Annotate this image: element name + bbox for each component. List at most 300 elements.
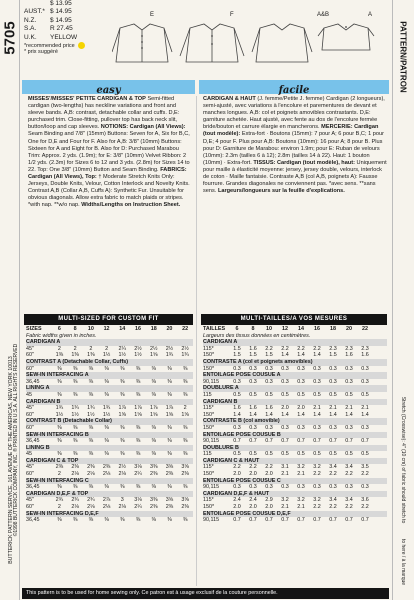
yardage-cell: 2.3 [361, 345, 369, 352]
yardage-cell: ⅜ [72, 484, 78, 491]
yardage-cell: 0.7 [329, 517, 337, 524]
yardage-cell: 3.1 [281, 464, 289, 471]
yardage-cell: ⅜ [104, 517, 109, 524]
yardage-cell: ⅜ [88, 365, 94, 372]
yardage-cell: 0.3 [345, 365, 353, 372]
yardage-cell: 0.3 [265, 424, 273, 431]
section-label: CARDIGAN B [26, 398, 61, 405]
fabric-width-label: 36,45 [26, 378, 40, 385]
yardage-cell: 2½ [165, 345, 174, 352]
yardage-cell: 2¾ [71, 497, 79, 504]
price-row: S.A. R 27.45 [24, 25, 73, 33]
yardage-cell: 3.4 [329, 497, 337, 504]
yardage-cell: 2.1 [297, 504, 305, 511]
yardage-cell: 2⅜ [165, 504, 174, 511]
yardage-cell: 2.1 [297, 471, 305, 478]
size-header-cell: 20 [346, 326, 352, 332]
yardage-cell: 2⅜ [149, 471, 158, 478]
table-section-row [203, 418, 387, 425]
size-header-cell: 10 [87, 326, 94, 332]
table-section-row [26, 432, 193, 439]
price-row: $ 13.95 [50, 0, 72, 7]
yardage-cell: ⅜ [104, 365, 109, 372]
yardage-cell: 0.7 [233, 438, 241, 445]
yardage-cell: 2⅜ [165, 471, 174, 478]
chart-heading-french: MULTI-TAILLES/A VOS MESURES [201, 314, 387, 325]
table-section-row [26, 372, 193, 379]
yardage-cell: 0.3 [345, 484, 353, 491]
table-section-row [26, 339, 193, 346]
right-side-strip [392, 0, 414, 600]
copyright-notice: ©1998 BUTTERICK COMPANY, INC. ® PRINTED IN U.S.A. ALL RIGHTS RESERVED [13, 343, 19, 537]
table-section-row [203, 491, 387, 498]
table-section-row [203, 372, 387, 379]
unit-note [26, 333, 193, 340]
yardage-table-french [203, 326, 387, 524]
yardage-cell: 1½ [102, 411, 111, 418]
fabric-width-label: 150* [203, 352, 215, 359]
fabric-width-label: 45" [26, 464, 34, 471]
yardage-cell: ⅜ [88, 424, 94, 431]
yardage-cell: ⅜ [88, 378, 94, 385]
size-header-cell: 8 [251, 326, 255, 332]
desc-heading: CARDIGAN & HAUT (J. femme/Petite J. femme) [203, 96, 325, 102]
desc-widths: Largeurs/longueurs sur la feuille d'explications. [217, 188, 345, 195]
section-label: CARDIGAN C & TOP [26, 457, 79, 464]
yardage-cell: 0.7 [265, 517, 273, 524]
table-row [26, 484, 193, 491]
yardage-cell: 2.0 [265, 471, 273, 478]
desc-fabrics: TISSUS: Cardigan (tout modèle), haut: Uniquement pour maille à élasticité moyenne: jersey, jersey double, velours, interlock de coton · Maille fantaisie. Contraste A,B (col A,B, poignets A): Fausse fourrure. Grandes diagonales ne conviennent pas. *avec sens. **sans sens. [203, 159, 387, 195]
yardage-cell: ⅜ [167, 484, 172, 491]
yardage-cell: 2.2 [265, 464, 273, 471]
table-row [26, 504, 193, 511]
table-row [203, 405, 387, 412]
fabric-width-label: 36,45 [26, 438, 40, 445]
yardage-cell: ⅜ [167, 424, 172, 431]
table-row [203, 438, 387, 445]
yardage-cell: 2.9 [265, 497, 273, 504]
yardage-cell: 2⅛ [71, 504, 79, 511]
yardage-cell: 0.7 [345, 438, 353, 445]
yardage-cell: 2¼ [134, 504, 142, 511]
yardage-cell: 1⅞ [118, 405, 127, 412]
column-divider [196, 96, 197, 586]
yardage-cell: 0.3 [265, 365, 273, 372]
yardage-cell: 2⅛ [102, 471, 111, 478]
fabric-width-label: 150* [203, 504, 215, 511]
table-row [203, 504, 387, 511]
yardage-cell: ⅜ [72, 365, 78, 372]
fabric-width-label: 45" [26, 405, 34, 412]
size-header-cell: 16 [135, 326, 141, 332]
yardage-cell: 2.2 [329, 471, 337, 478]
yardage-cell: ⅜ [88, 451, 94, 458]
yardage-cell: ⅜ [57, 438, 62, 445]
yardage-cell: 2½ [134, 345, 142, 352]
table-row [203, 346, 387, 353]
yardage-cell: 2⅞ [102, 497, 111, 504]
fabric-width-label: 90,115 [203, 517, 220, 524]
yardage-cell: 0.3 [345, 424, 353, 431]
desc-body: Cardigan (2 longueurs), semi-ajusté, avec variations à l'encolure et parementures de devant et manches longues. A,B: col et poignets amovibles contrastants. D,E: garniture achetée. Haut ajusté, avec fente au dos de l'encolure fermée bride/bouton et carrure élargie en mancherons. [203, 96, 385, 131]
yardage-cell: 0.5 [233, 391, 241, 398]
yardage-cell: 2¾ [87, 497, 95, 504]
yardage-cell: ⅜ [104, 451, 109, 458]
yardage-cell: 2.2 [361, 504, 369, 511]
stretch-gauge-mark: to here / à la marque [400, 538, 406, 586]
yardage-cell: 0.3 [329, 365, 337, 372]
yardage-cell: 3.2 [297, 497, 305, 504]
yardage-cell: 1½ [55, 411, 64, 418]
yardage-cell: 1⅞ [165, 405, 174, 412]
yardage-cell: 0.5 [345, 391, 353, 398]
yardage-cell: 2½ [149, 345, 158, 352]
size-header-label: TAILLES [203, 326, 226, 332]
yardage-cell: 3.5 [361, 464, 369, 471]
section-label: CONTRAST B (Detachable Collar) [26, 418, 112, 425]
footer-notice: This pattern is to be used for home sewing only. Ce patron est à usage exclusif de la couture personnelle. [22, 588, 389, 599]
size-header-cell: 20 [166, 326, 173, 332]
yardage-cell: 2.0 [249, 471, 257, 478]
yardage-cell: 2⅜ [55, 464, 64, 471]
table-row [203, 352, 387, 359]
yardage-cell: ⅜ [135, 451, 141, 458]
yardage-cell: 2.2 [313, 345, 321, 352]
yardage-cell: 3⅛ [134, 464, 142, 471]
yardage-cell: ⅜ [182, 451, 188, 458]
yardage-cell: 1.5 [329, 352, 337, 359]
yardage-cell: 2½ [181, 345, 189, 352]
price-row: AUST.* $ 14.95 [24, 8, 72, 16]
yardage-cell: 3.2 [297, 464, 305, 471]
yardage-cell: 2.0 [249, 504, 257, 511]
table-row [26, 471, 193, 478]
yardage-cell: 1⅝ [149, 352, 158, 359]
yardage-cell: 1.4 [297, 411, 305, 418]
yardage-cell: 2.2 [313, 504, 321, 511]
yardage-cell: 1½ [102, 352, 111, 359]
yardage-cell: ⅜ [135, 484, 141, 491]
yardage-cell: 2⅜ [149, 504, 158, 511]
facile-banner: facile [199, 80, 389, 94]
fabric-width-label: 115* [203, 405, 214, 412]
section-label: ENTOILAGE POSE COUSUE A [203, 372, 281, 379]
yardage-cell: 2 [105, 345, 109, 352]
size-header-cell: 12 [103, 326, 110, 332]
yardage-cell: ⅜ [151, 424, 156, 431]
table-section-row [203, 399, 387, 406]
yardage-cell: 1.4 [329, 411, 337, 418]
desc-body: Semi-fitted cardigan (two-lengths) has neckline variations and front and sleeve bands. A,B: contrast, detachable collar and cuffs. D,E: purchased trim. Close-fitting, pullover top has back neck slit, button/loop and cap sleeves. [28, 96, 180, 131]
yardage-cell: ⅜ [120, 451, 125, 458]
yardage-cell: 0.3 [313, 378, 321, 385]
yardage-cell: ⅜ [72, 424, 78, 431]
table-row [203, 412, 387, 419]
yardage-cell: 1¾ [165, 352, 174, 359]
desc-fabrics: FABRICS: Cardigan (All Views), Top: † Moderate Stretch Knits Only: Jerseys, Double Knits, Velour, Cotton Interlock and Novelty Knits. Contrast A,B (Collar A,B, Cuffs A): Synthetic Fur. Unsuitable for obvious diagonals. Allow extra fabric to match plaids or stripes. *with nap. **w/o nap. [28, 166, 190, 209]
yardage-cell: 3.4 [345, 497, 353, 504]
yardage-cell: 0.3 [297, 365, 305, 372]
yardage-cell: ⅜ [151, 391, 156, 398]
fabric-width-label: 115* [203, 345, 214, 352]
section-label: ENTOILAGE POSE COUSUE C [203, 477, 281, 484]
yardage-cell: ⅜ [135, 391, 141, 398]
yardage-cell: 0.7 [297, 517, 305, 524]
table-row [26, 405, 193, 412]
yardage-cell: 1⅝ [165, 411, 174, 418]
table-row [26, 352, 193, 359]
desc-notions: MERCERIE: Cardigan (tout modèle): Extra-fort · Boutons (15mm): 7 pour A; 6 pour B,C; 1 pour D,E; 4 pour F. Plus pour A,B: Boutons (10mm): 16 pour A; 8 pour B. Plus pour D: Garniture de Marabou: environ 1.9m; pour E: Ruban de velours (10mm): 2.3m (tailles 6 à 12); 2.8m (tailles 14 à 22). Haut: 1 bouton (10mm) · Extra-fort. [203, 124, 384, 166]
yardage-cell: ⅜ [120, 424, 125, 431]
yardage-cell: 0.3 [233, 424, 241, 431]
yardage-cell: 0.3 [281, 424, 289, 431]
yardage-cell: 2⅛ [118, 504, 127, 511]
table-row [203, 392, 387, 399]
yardage-cell: 2.3 [345, 345, 353, 352]
yardage-cell: 1.4 [313, 352, 321, 359]
yardage-cell: 2¾ [55, 497, 64, 504]
table-row [203, 451, 387, 458]
table-section-row [26, 418, 193, 425]
yardage-cell: ⅜ [182, 438, 188, 445]
garment-sketches-icon [112, 22, 384, 70]
yardage-cell: 0.3 [233, 484, 241, 491]
yardage-cell: 1⅞ [134, 405, 142, 412]
table-row [203, 517, 387, 524]
yardage-cell: 3.2 [313, 497, 321, 504]
yardage-cell: 1.4 [297, 352, 305, 359]
yardage-cell: ⅜ [167, 451, 172, 458]
description-english [28, 96, 191, 210]
yardage-cell: 2.2 [345, 471, 353, 478]
easy-banner: easy [22, 80, 195, 94]
yardage-cell: 1.5 [233, 352, 241, 359]
yardage-cell: 0.3 [361, 424, 369, 431]
yardage-cell: ⅜ [57, 378, 62, 385]
table-section-row [26, 491, 193, 498]
size-header-cell: 6 [57, 326, 61, 332]
yardage-cell: 0.7 [313, 438, 321, 445]
yardage-cell: ⅜ [88, 438, 94, 445]
yardage-cell: 2.2 [265, 345, 273, 352]
pattern-number: 5705 [1, 21, 19, 55]
yardage-cell: 0.7 [329, 438, 337, 445]
yardage-cell: 0.5 [265, 451, 273, 458]
fabric-width-label: 115* [203, 464, 214, 471]
section-label: ENTOILAGE POSE COUSUE D,E,F [203, 510, 291, 517]
price-note: * prix suggéré [24, 49, 58, 56]
yardage-cell: 2.3 [329, 345, 337, 352]
yardage-cell: ⅜ [167, 378, 172, 385]
fabric-width-label: 36,45 [26, 517, 40, 524]
yardage-cell: 2⅜ [181, 471, 189, 478]
yardage-cell: ⅜ [151, 484, 156, 491]
table-row [26, 497, 193, 504]
yardage-cell: ⅜ [57, 451, 62, 458]
size-header-label: SIZES [26, 326, 42, 332]
yardage-cell: 2.2 [345, 504, 353, 511]
yardage-cell: 0.3 [249, 365, 257, 372]
yardage-cell: 2.0 [233, 471, 241, 478]
table-row [203, 379, 387, 386]
yardage-cell: ⅜ [120, 517, 125, 524]
yardage-cell: 0.7 [361, 517, 369, 524]
table-row [26, 412, 193, 419]
yardage-cell: ⅜ [57, 517, 62, 524]
yardage-cell: ⅜ [182, 424, 188, 431]
yardage-cell: 3⅛ [134, 497, 142, 504]
section-label: SEW-IN INTERFACING A [26, 372, 89, 379]
yardage-cell: 1¾ [87, 405, 95, 412]
yardage-cell: 0.3 [233, 378, 241, 385]
yardage-cell: 2.4 [249, 497, 257, 504]
yardage-cell: ⅜ [151, 438, 156, 445]
yardage-cell: ⅜ [104, 424, 109, 431]
yardage-cell: 2⅛ [71, 471, 79, 478]
size-header-row [26, 326, 193, 333]
yardage-cell: 1¾ [71, 405, 79, 412]
yardage-cell: 2.2 [313, 471, 321, 478]
yardage-cell: 1.4 [313, 411, 321, 418]
size-header-cell: 6 [235, 326, 239, 332]
fabric-width-label: 60" [26, 504, 34, 511]
yardage-cell: ⅜ [135, 424, 141, 431]
size-header-cell: 14 [298, 326, 304, 332]
yardage-cell: 1.6 [249, 345, 257, 352]
yardage-cell: 2.1 [345, 405, 353, 412]
yardage-cell: ⅜ [182, 365, 188, 372]
table-section-row [26, 458, 193, 465]
yardage-cell: ⅜ [151, 378, 156, 385]
yardage-cell: 1.5 [233, 345, 241, 352]
table-section-row [203, 458, 387, 465]
yardage-cell: 1⅝ [149, 411, 158, 418]
fabric-width-label: 150* [203, 365, 215, 372]
yardage-cell: 2½ [118, 464, 127, 471]
desc-heading: MISSES'/MISSES' PETITE CARDIGAN & TOP [28, 96, 146, 102]
section-label: DOUBLURE A [203, 385, 239, 392]
fabric-width-label: 150* [203, 424, 215, 431]
yardage-cell: ⅜ [151, 517, 156, 524]
yellow-dot-icon [78, 42, 85, 49]
yardage-cell: 0.3 [297, 484, 305, 491]
yardage-cell: 3⅝ [181, 464, 189, 471]
yardage-cell: 2 [183, 405, 187, 412]
yardage-cell: 0.7 [313, 517, 321, 524]
yardage-cell: ⅜ [167, 391, 172, 398]
chart-heading-english: MULTI-SIZED FOR CUSTOM FIT [24, 314, 193, 325]
yardage-cell: 1.6 [345, 352, 353, 359]
yardage-cell: ⅜ [167, 517, 172, 524]
yardage-cell: 1⅜ [55, 352, 64, 359]
yardage-cell: 0.5 [361, 451, 369, 458]
pattern-label: PATTERN/PATRON [398, 21, 408, 93]
yardage-cell: 1.4 [233, 411, 241, 418]
yardage-cell: 1.5 [249, 352, 257, 359]
yardage-cell: 1.4 [265, 411, 273, 418]
yardage-cell: ⅜ [57, 365, 62, 372]
yardage-cell: ⅜ [120, 484, 125, 491]
yardage-cell: ⅜ [182, 517, 188, 524]
yardage-cell: 2 [57, 504, 61, 511]
size-header-row [203, 326, 387, 333]
size-header-cell: 8 [73, 326, 77, 332]
yardage-cell: 0.3 [249, 424, 257, 431]
table-section-row [26, 478, 193, 485]
yardage-cell: ⅜ [104, 391, 109, 398]
view-letter-f: F [230, 12, 234, 18]
unit-note-text: Fabric widths given in inches. [26, 332, 97, 339]
table-row [26, 517, 193, 524]
table-row [203, 366, 387, 373]
yardage-cell: 0.3 [297, 424, 305, 431]
yardage-cell: ⅜ [104, 378, 109, 385]
yardage-cell: ⅜ [135, 438, 141, 445]
size-header-cell: 10 [266, 326, 272, 332]
yardage-cell: ⅜ [167, 365, 172, 372]
fabric-width-label: 90,115 [203, 378, 220, 385]
yardage-cell: 0.7 [345, 517, 353, 524]
yardage-cell: 2 [73, 345, 77, 352]
yardage-cell: ⅜ [120, 365, 125, 372]
yardage-cell: ⅜ [151, 365, 156, 372]
table-row [26, 379, 193, 386]
yardage-cell: 2 [57, 345, 61, 352]
table-section-row [26, 359, 193, 366]
section-label: DOUBLURE B [203, 444, 239, 451]
yardage-cell: 2.2 [233, 464, 241, 471]
yardage-cell: 3.2 [281, 497, 289, 504]
yardage-cell: ⅜ [57, 424, 62, 431]
yardage-cell: 0.5 [297, 391, 305, 398]
yardage-cell: 0.3 [345, 378, 353, 385]
fabric-width-label: 45 [26, 391, 32, 398]
fabric-width-label: 45 [26, 451, 32, 458]
yardage-cell: 2⅜ [181, 504, 189, 511]
yardage-cell: ⅜ [57, 391, 62, 398]
section-label: CONTRASTE B (col amovible) [203, 418, 280, 425]
table-section-row [203, 432, 387, 439]
yardage-cell: 2.2 [329, 504, 337, 511]
size-header-cell: 22 [182, 326, 189, 332]
desc-notions: NOTIONS: Cardigan (All Views): Seam Binding and 7/8" (15mm) Buttons: Seven for A, Six for B,C, One for D,E and Four for F. Also for A,B: 3/8" (10mm) Buttons: Sixteen for A and Eight for B. Also for D: Purchased Marabou Trim: Approx. 2 yds. (1.9m); for E: 3/8" (10mm) Velvet Ribbon: 2 1/2 yds. (2.3m) for Sizes 6 to 12 and 3 yds. (2.8m) for Sizes 14 to 22. Top: One 3/8" (10mm) Button and Seam Binding. [28, 124, 190, 173]
yardage-cell: ⅜ [135, 378, 141, 385]
table-section-row [26, 399, 193, 406]
yardage-cell: 2.1 [281, 504, 289, 511]
yardage-cell: 1.4 [281, 411, 289, 418]
fabric-width-label: 90,115 [203, 438, 220, 445]
table-section-row [203, 339, 387, 346]
yardage-cell: ⅜ [72, 378, 78, 385]
table-row [203, 484, 387, 491]
table-row [26, 451, 193, 458]
fabric-width-label: 115 [203, 451, 212, 458]
yardage-cell: 1.4 [345, 411, 353, 418]
yardage-cell: 0.5 [345, 451, 353, 458]
yardage-cell: ⅜ [120, 378, 125, 385]
yardage-cell: 2.1 [281, 471, 289, 478]
yardage-cell: ⅜ [88, 391, 94, 398]
table-section-row [203, 511, 387, 518]
table-section-row [26, 445, 193, 452]
yardage-cell: ⅜ [167, 438, 172, 445]
yardage-cell: 2⅜ [102, 464, 111, 471]
yardage-cell: 3.4 [345, 464, 353, 471]
yardage-cell: 2 [57, 471, 61, 478]
yardage-cell: 1⅞ [149, 405, 158, 412]
yardage-cell: 0.3 [233, 365, 241, 372]
